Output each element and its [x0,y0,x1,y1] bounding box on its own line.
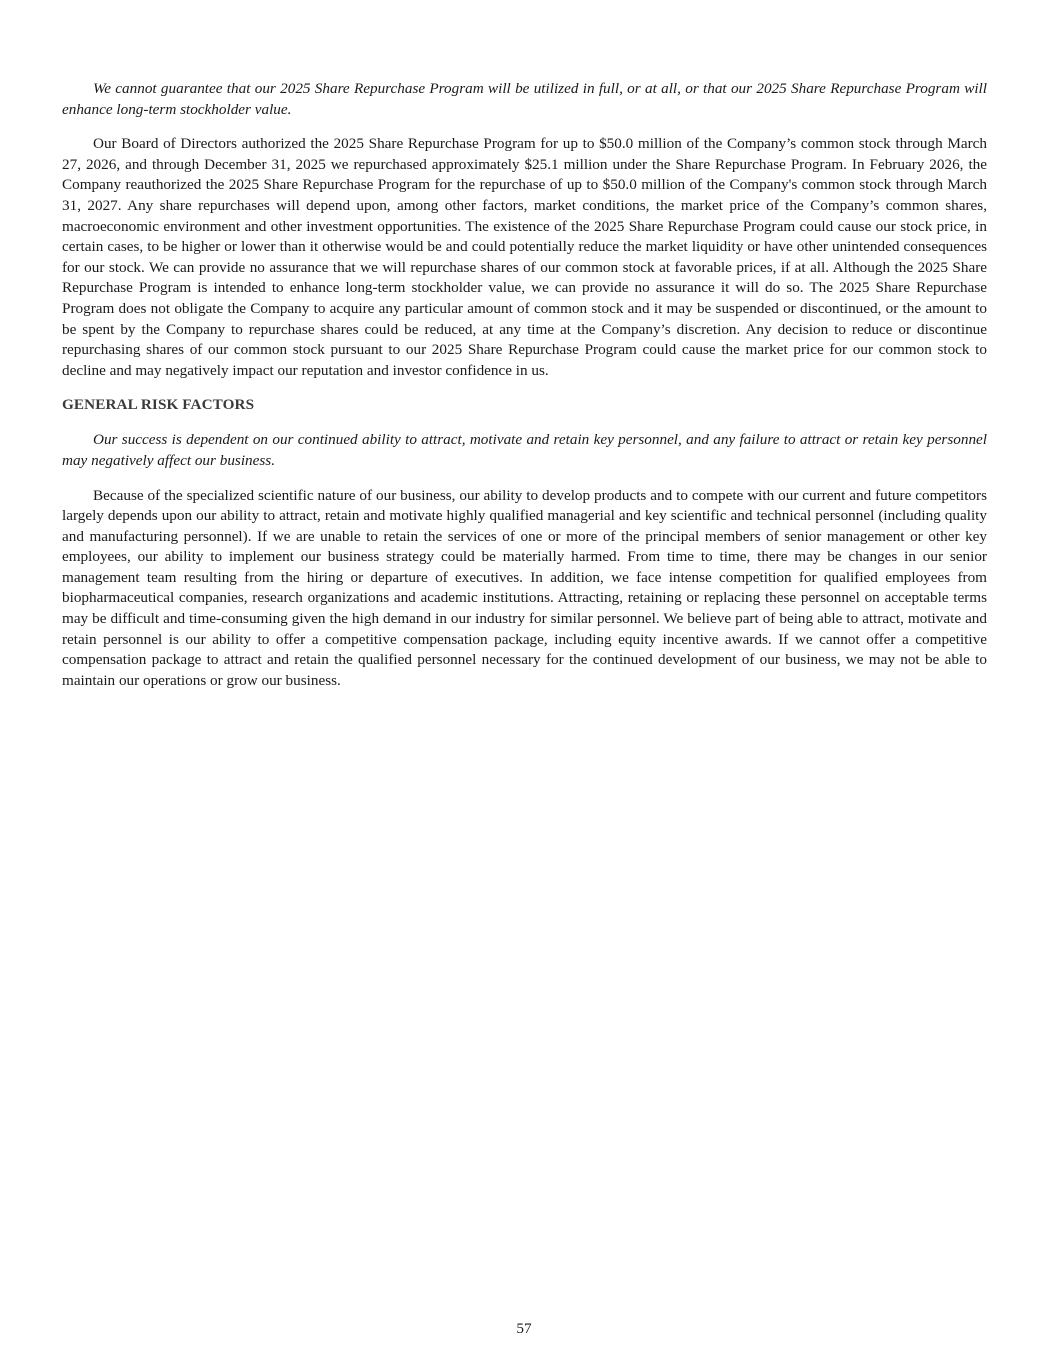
document-page [62,79,987,691]
risk-factor-heading-share-repurchase: We cannot guarantee that our 2025 Share Repurchase Program will be utilized in full, or at all, or that our 2025 Share Repurchase Program will enhance long-term stockholder value. [62,80,987,118]
risk-factor-heading-key-personnel: Our success is dependent on our continued ability to attract, motivate and retain key personnel, and any failure to attract or retain key personnel may negatively affect our business. [62,431,987,469]
section-heading-general-risk-factors: GENERAL RISK FACTORS [62,396,255,414]
page-number: 57 [516,1320,532,1337]
body-paragraph-key-personnel: Because of the specialized scientific nature of our business, our ability to develop products and to compete with our current and future competitors largely depends upon our ability to attract, retain and motivate highly qualified managerial and key scientific and technical personnel (including quality and manufacturing personnel). If we are unable to retain the services of one or more of the principal members of senior management or other key employees, our ability to implement our business strategy could be materially harmed. From time to time, there may be changes in our senior management team resulting from the hiring or departure of executives. In addition, we face intense competition for qualified employees from biopharmaceutical companies, research organizations and academic institutions. Attracting, retaining or replacing these personnel on acceptable terms may be difficult and time-consuming given the high demand in our industry for similar personnel. We believe part of being able to attract, motivate and retain personnel is our ability to offer a competitive compensation package, including equity incentive awards. If we cannot offer a competitive compensation package to attract and retain the qualified personnel necessary for the continued development of our business, we may not be able to maintain our operations or grow our business. [62,486,987,689]
body-paragraph-share-repurchase: Our Board of Directors authorized the 2025 Share Repurchase Program for up to $50.0 million of the Company’s common stock through March 27, 2026, and through December 31, 2025 we repurchased approximately $25.1 million under the Share Repurchase Program. In February 2026, the Company reauthorized the 2025 Share Repurchase Program for the repurchase of up to $50.0 million of the Company's common stock through March 31, 2027. Any share repurchases will depend upon, among other factors, market conditions, the market price of the Company’s common shares, macroeconomic environment and other investment opportunities. The existence of the 2025 Share Repurchase Program could cause our stock price, in certain cases, to be higher or lower than it otherwise would be and could potentially reduce the market liquidity or have other unintended consequences for our stock. We can provide no assurance that we will repurchase shares of our common stock at favorable prices, if at all. Although the 2025 Share Repurchase Program is intended to enhance long-term stockholder value, we can provide no assurance it will do so. The 2025 Share Repurchase Program does not obligate the Company to acquire any particular amount of common stock and it may be suspended or discontinued, or the amount to be spent by the Company to repurchase shares could be reduced, at any time at the Company’s discretion. Any decision to reduce or discontinue repurchasing shares of our common stock pursuant to our 2025 Share Repurchase Program could cause the market price for our common stock to decline and may negatively impact our reputation and investor confidence in us. [62,135,987,379]
